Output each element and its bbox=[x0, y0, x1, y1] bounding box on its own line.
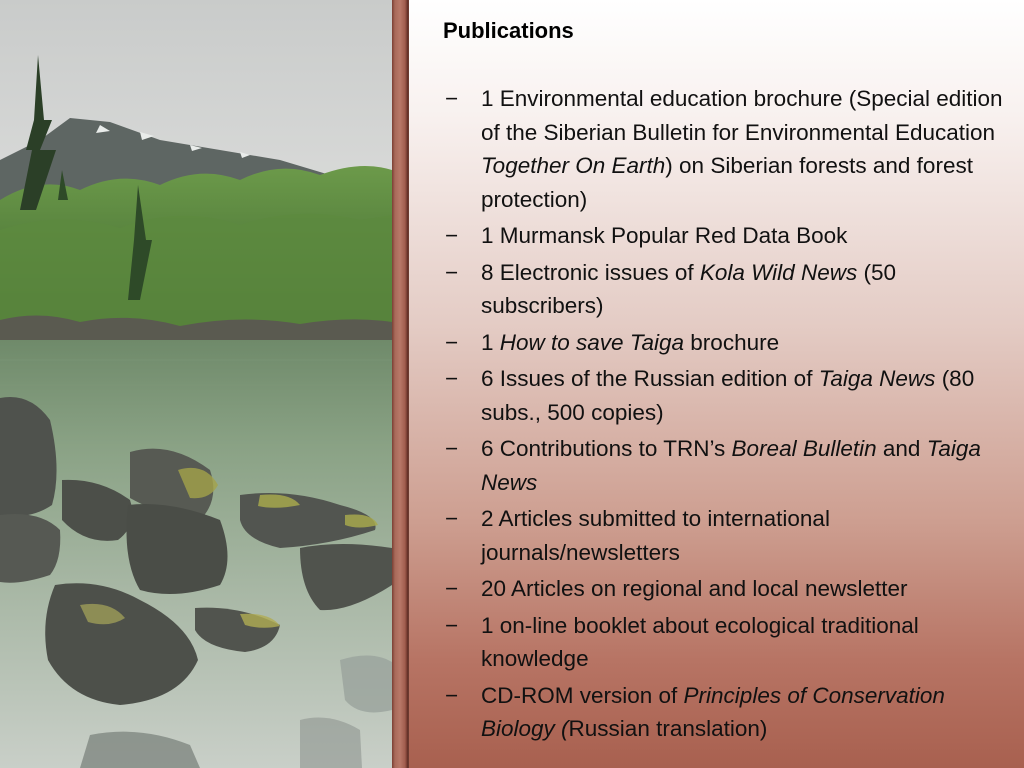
publication-item bbox=[439, 502, 1019, 569]
publication-item bbox=[439, 256, 1019, 323]
bullet-dash-icon: − bbox=[445, 86, 459, 111]
publication-title-italic: How to save Taiga bbox=[499, 329, 685, 355]
publication-text: 1 on-line booklet about ecological traditional knowledge bbox=[481, 612, 919, 671]
publication-text: 20 Articles on regional and local newsletter bbox=[481, 576, 908, 601]
publication-item-text bbox=[481, 86, 1003, 212]
publication-title-italic: Principles of Conservation Biology ( bbox=[481, 682, 945, 741]
slide-title: Publications bbox=[443, 18, 574, 43]
decorative-divider-bar bbox=[392, 0, 408, 768]
publication-title-italic: Boreal Bulletin bbox=[731, 436, 877, 461]
publication-text: (80 subs., 500 copies) bbox=[481, 366, 975, 425]
publication-item-text bbox=[481, 683, 945, 742]
publication-text: ) on Siberian forests and forest protection) bbox=[481, 153, 973, 212]
bullet-dash-icon: − bbox=[445, 223, 459, 248]
publication-text: 6 Issues of the Russian edition of bbox=[481, 366, 819, 391]
publication-text: 6 Contributions to TRN’s bbox=[481, 436, 732, 461]
bullet-dash-icon: − bbox=[445, 612, 459, 638]
publication-text: 1 bbox=[481, 329, 500, 355]
publication-item bbox=[439, 572, 1019, 606]
publication-title-italic: Kola Wild News bbox=[699, 259, 858, 285]
content-panel bbox=[408, 0, 1024, 768]
publication-item bbox=[439, 326, 1019, 360]
bullet-dash-icon: − bbox=[445, 436, 459, 461]
publication-text: 1 Murmansk Popular Red Data Book bbox=[481, 223, 848, 248]
publication-item bbox=[439, 679, 1019, 746]
publication-text: (50 subscribers) bbox=[481, 259, 896, 318]
publication-text: brochure bbox=[684, 329, 780, 355]
bullet-dash-icon: − bbox=[445, 506, 459, 531]
bullet-dash-icon: − bbox=[445, 329, 459, 355]
publication-text: and bbox=[876, 436, 927, 461]
publication-item-text bbox=[481, 506, 830, 565]
publication-item-text bbox=[481, 613, 919, 672]
landscape-illustration bbox=[0, 0, 392, 768]
publication-item bbox=[439, 432, 1019, 499]
publication-title-italic: Together On Earth bbox=[481, 153, 666, 178]
publication-item bbox=[439, 219, 1019, 253]
publication-item-text bbox=[481, 366, 974, 425]
publication-item-text bbox=[481, 330, 779, 355]
bullet-dash-icon: − bbox=[445, 576, 459, 601]
publications-list bbox=[439, 82, 1019, 749]
bullet-dash-icon: − bbox=[445, 682, 459, 708]
publication-item-text bbox=[481, 260, 896, 319]
publication-text: CD-ROM version of bbox=[481, 682, 684, 708]
publication-title-italic: Taiga News bbox=[818, 366, 936, 391]
publication-title-italic: Taiga News bbox=[481, 436, 981, 495]
publication-text: 1 Environmental education brochure (Special edition of the Siberian Bulletin for Environmental Education bbox=[481, 86, 1003, 145]
publication-text: Russian translation) bbox=[568, 716, 768, 741]
publication-item-text bbox=[481, 576, 908, 601]
bullet-dash-icon: − bbox=[445, 259, 459, 285]
publication-item bbox=[439, 609, 1019, 676]
publication-item-text bbox=[481, 436, 981, 495]
bullet-dash-icon: − bbox=[445, 366, 459, 391]
landscape-photo bbox=[0, 0, 392, 768]
publication-item-text bbox=[481, 223, 847, 248]
publication-item bbox=[439, 82, 1019, 216]
publication-text: 2 Articles submitted to international journals/newsletters bbox=[481, 506, 830, 565]
publication-item bbox=[439, 362, 1019, 429]
publication-text: 8 Electronic issues of bbox=[481, 259, 700, 285]
